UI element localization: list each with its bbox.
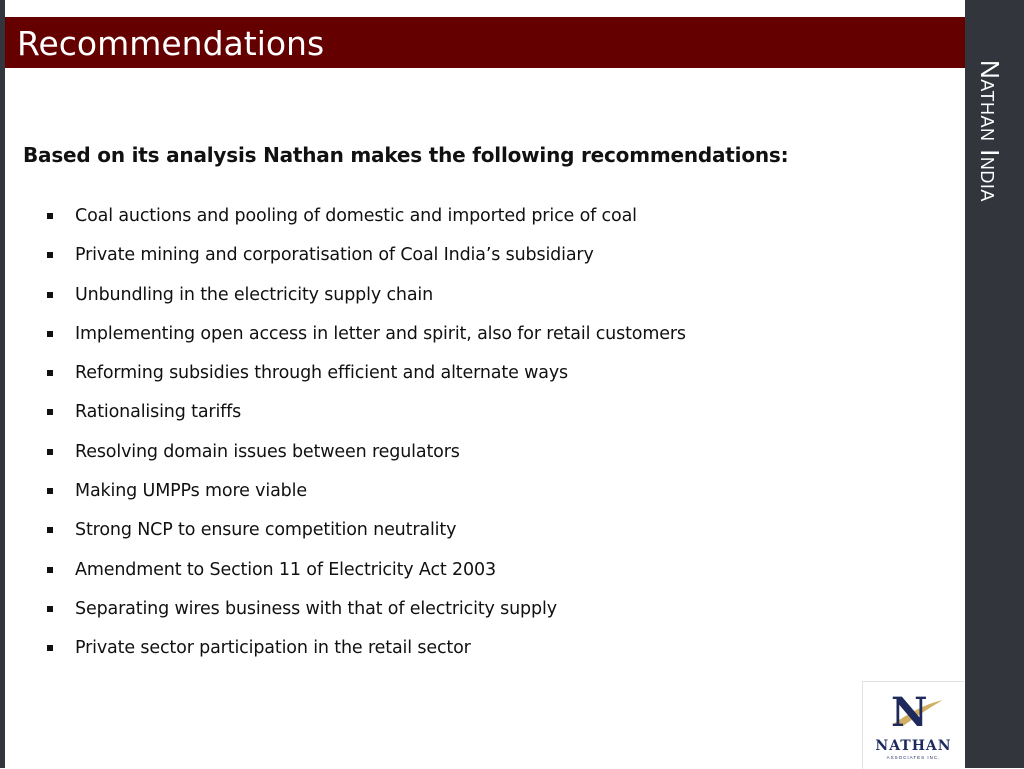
recommendation-text: Coal auctions and pooling of domestic and imported price of coal bbox=[75, 206, 637, 226]
recommendation-text: Separating wires business with that of electricity supply bbox=[75, 598, 557, 619]
bullet-square-icon bbox=[47, 213, 53, 219]
logo-wordmark: NATHAN bbox=[875, 738, 952, 754]
recommendation-text: Making UMPPs more viable bbox=[75, 481, 307, 502]
bullet-square-icon bbox=[47, 488, 53, 494]
side-band bbox=[965, 0, 1024, 768]
recommendation-text: Reforming subsidies through efficient and alternate ways bbox=[75, 363, 569, 384]
recommendation-text: Implementing open access in letter and spirit, also for retail customers bbox=[75, 323, 686, 344]
intro-heading: Based on its analysis Nathan makes the following recommendations: bbox=[23, 143, 789, 167]
bullet-square-icon bbox=[47, 567, 53, 573]
bullet-square-icon bbox=[47, 527, 53, 533]
bullet-square-icon bbox=[47, 252, 53, 258]
recommendation-text: Unbundling in the electricity supply chain bbox=[75, 284, 434, 305]
bullet-square-icon bbox=[47, 292, 53, 298]
title-bar bbox=[5, 17, 965, 68]
bullet-square-icon bbox=[47, 645, 53, 651]
bullet-square-icon bbox=[47, 370, 53, 376]
bullet-square-icon bbox=[47, 449, 53, 455]
recommendation-text: Private sector participation in the retail sector bbox=[75, 638, 471, 659]
nathan-logo bbox=[862, 681, 964, 769]
recommendation-text: Amendment to Section 11 of Electricity Act 2003 bbox=[75, 559, 496, 580]
logo-letter: N bbox=[891, 689, 928, 736]
recommendation-text: Strong NCP to ensure competition neutrality bbox=[75, 520, 457, 541]
side-label bbox=[965, 0, 1024, 768]
recommendation-text: Resolving domain issues between regulators bbox=[75, 441, 460, 462]
slide-title: Recommendations bbox=[17, 24, 325, 63]
side-label-text: Nathan India bbox=[975, 60, 1005, 202]
bullet-square-icon bbox=[47, 606, 53, 612]
logo-subtext: ASSOCIATES INC. bbox=[886, 755, 941, 760]
bullet-square-icon bbox=[47, 331, 53, 337]
left-edge-stripe bbox=[0, 0, 5, 768]
recommendation-text: Private mining and corporatisation of Coal India’s subsidiary bbox=[75, 245, 594, 266]
bullet-square-icon bbox=[47, 409, 53, 415]
recommendation-text: Rationalising tariffs bbox=[75, 402, 242, 423]
